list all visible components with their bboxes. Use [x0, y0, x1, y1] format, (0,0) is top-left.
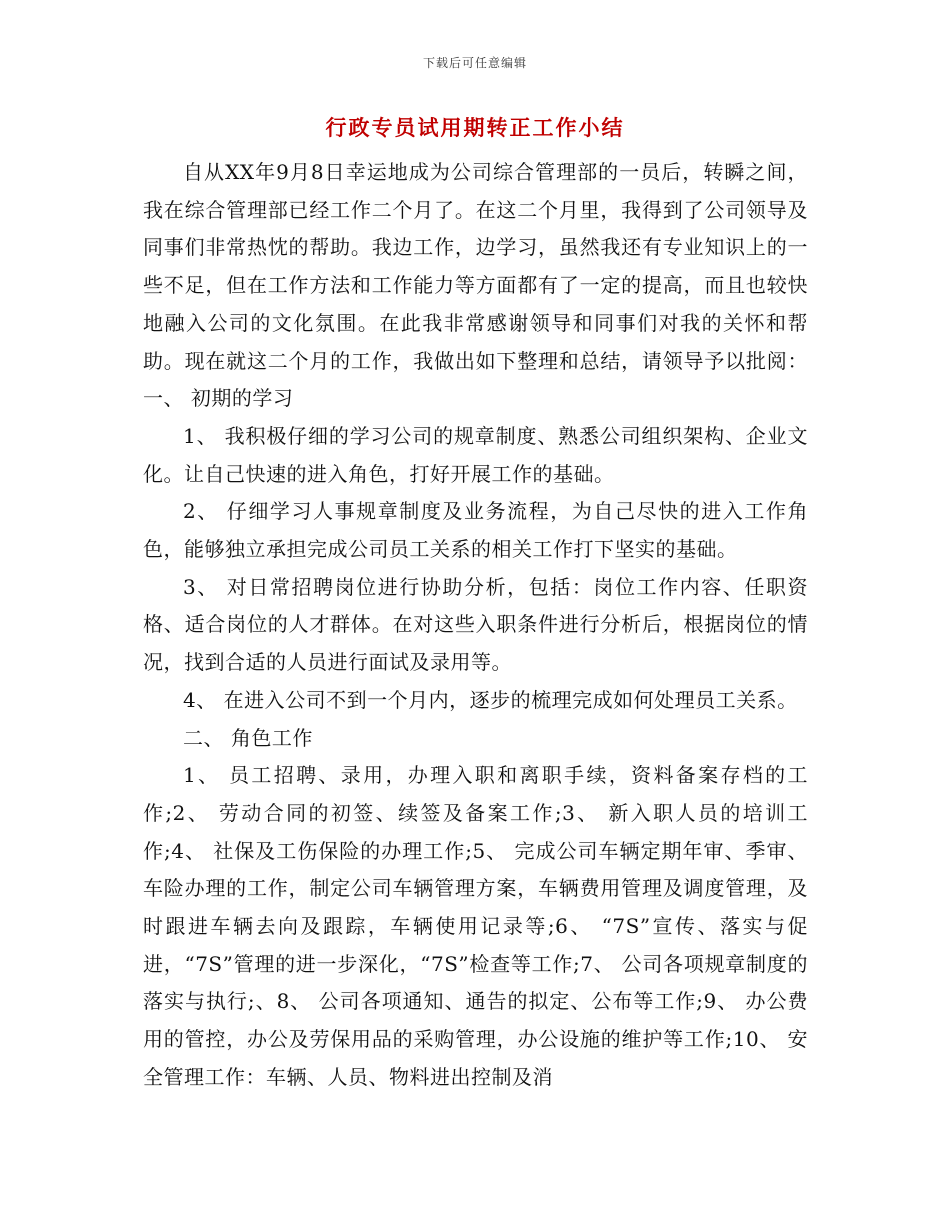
- document-body: [143, 154, 808, 1097]
- paragraph-intro: 自从XX年9月8日幸运地成为公司综合管理部的一员后，转瞬之间，我在综合管理部已经工作二个月了。在这二个月里，我得到了公司领导及同事们非常热忱的帮助。我边工作，边学习，虽然我还有专业知识上的一些不足，但在工作方法和工作能力等方面都有了一定的提高，而且也较快地融入公司的文化氛围。在此我非常感谢领导和同事们对我的关怀和帮助。现在就这二个月的工作，我做出如下整理和总结，请领导予以批阅： 一、 初期的学习: [143, 160, 808, 411]
- paragraph-item-4: 4、 在进入公司不到一个月内，逐步的梳理完成如何处理员工关系。: [183, 687, 798, 712]
- section-heading-role-work: 二、 角色工作: [183, 725, 313, 750]
- paragraph-role-duties: 1、 员工招聘、录用，办理入职和离职手续，资料备案存档的工作;2、 劳动合同的初签、续签及备案工作;3、 新入职人员的培训工作;4、 社保及工伤保险的办理工作;5、 完成公司车辆定期年审、季审、车险办理的工作，制定公司车辆管理方案，车辆费用管理及调度管理，及时跟进车辆去向及跟踪，车辆使用记录等;6、 “7S”宣传、落实与促进，“7S”管理的进一步深化，“7S”检查等工作;7、 公司各项规章制度的落实与执行;、8、 公司各项通知、通告的拟定、公布等工作;9、 办公费用的管控，办公及劳保用品的采购管理，办公设施的维护等工作;10、 安全管理工作：车辆、人员、物料进出控制及消: [143, 763, 808, 1089]
- header-note: 下载后可任意编辑: [422, 56, 527, 70]
- document-title: 行政专员试用期转正工作小结: [325, 116, 625, 140]
- paragraph-item-1: 1、 我积极仔细的学习公司的规章制度、熟悉公司组织架构、企业文化。让自己快速的进入角色，打好开展工作的基础。: [143, 423, 808, 486]
- paragraph-item-2: 2、 仔细学习人事规章制度及业务流程，为自己尽快的进入工作角色，能够独立承担完成公司员工关系的相关工作打下坚实的基础。: [143, 499, 808, 562]
- paragraph-item-3: 3、 对日常招聘岗位进行协助分析，包括：岗位工作内容、任职资格、适合岗位的人才群体。在对这些入职条件进行分析后，根据岗位的情况，找到合适的人员进行面试及录用等。: [143, 574, 808, 675]
